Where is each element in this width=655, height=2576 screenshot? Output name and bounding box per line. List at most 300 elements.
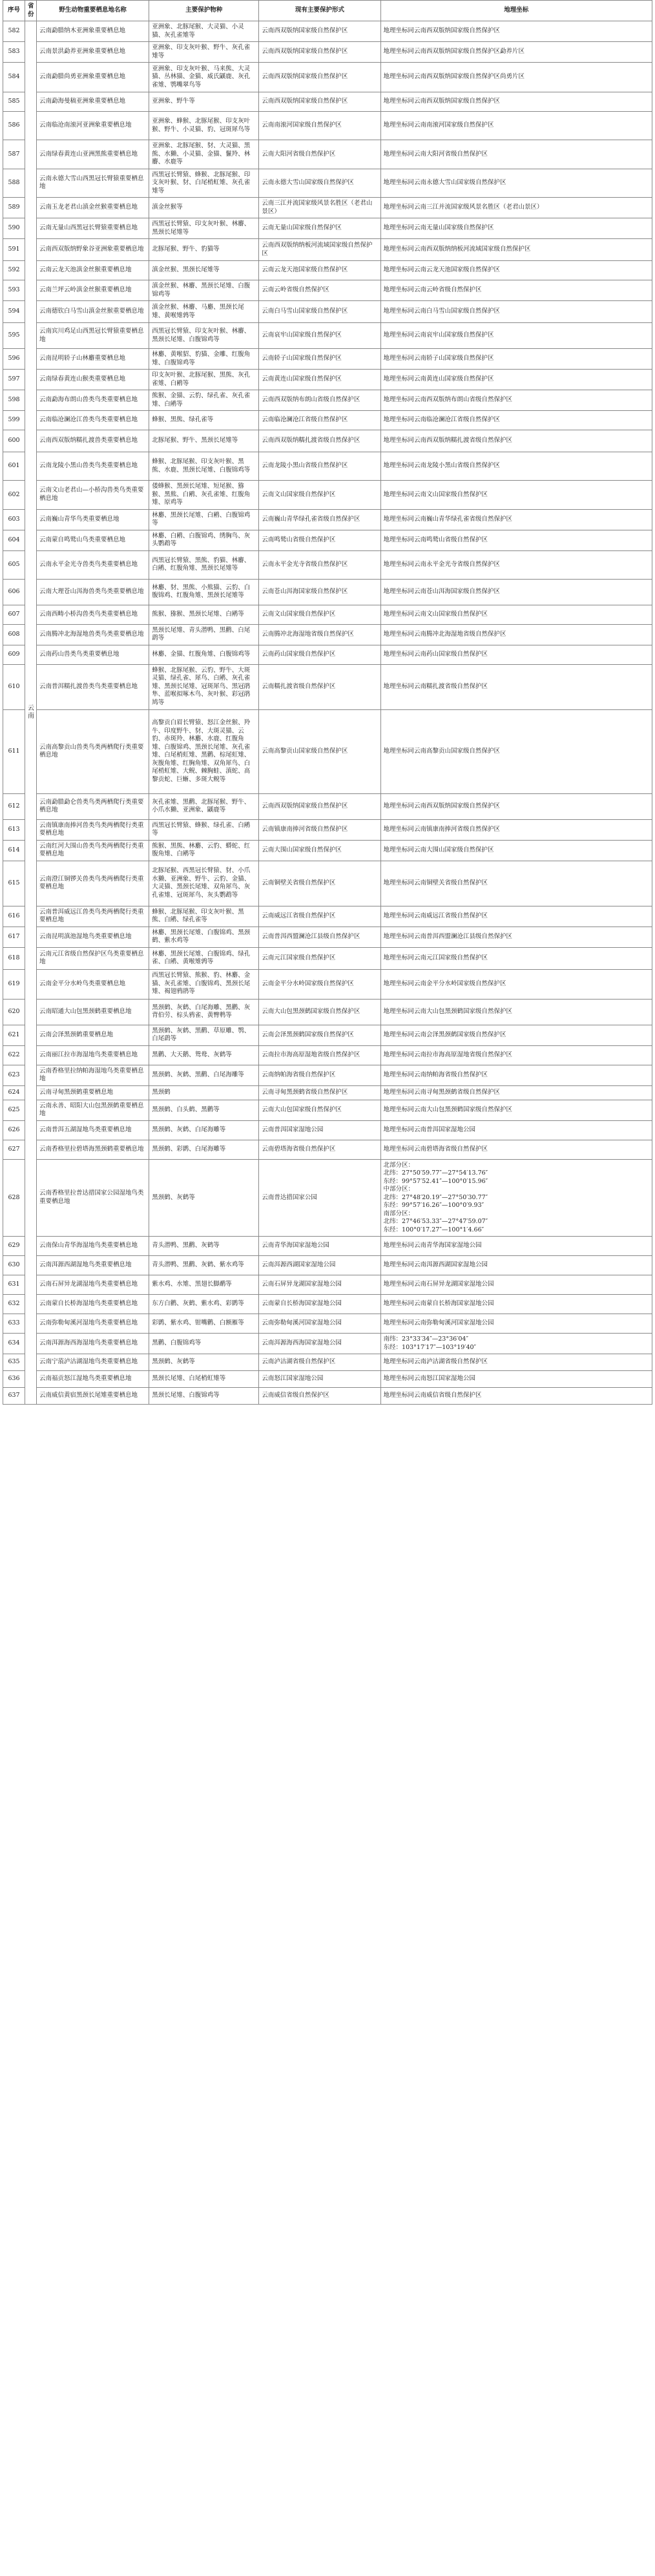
cell-species: 蜂猴、北豚尾猴、印支灰叶猴、黑熊、水鹿、黑颈长尾雉、白腹锦鸡等 [149, 452, 259, 481]
cell-coord: 地理坐标同云南三江并流国家级风景名胜区（老君山景区） [380, 198, 652, 218]
cell-species: 印支灰叶猴、北豚尾猴、黑熊、灰孔雀雉、白鹇等 [149, 370, 259, 390]
cell-no: 587 [3, 140, 25, 169]
cell-form: 云南纳帕海省级自然保护区 [259, 1065, 380, 1085]
cell-name: 云南石屏异龙湖湿地鸟类重要栖息地 [37, 1275, 149, 1295]
cell-coord: 地理坐标同云南西双版纳国家级自然保护区 [380, 92, 652, 112]
cell-form: 云南龙陵小黑山省级自然保护区 [259, 452, 380, 481]
cell-species: 倭蜂猴、黑颈长尾雉、短尾猴、猕猴、黑熊、白鹇、灰孔雀雉、红腹角雉、原鸡等 [149, 481, 259, 510]
cell-form: 云南碧塔海省级自然保护区 [259, 1140, 380, 1159]
cell-name: 云南药山兽类鸟类重要栖息地 [37, 645, 149, 664]
table-row [3, 1334, 652, 1354]
cell-name: 云南文山老君山—小桥沟兽类鸟类重要栖息地 [37, 481, 149, 510]
cell-form: 云南西双版纳国家级自然保护区 [259, 92, 380, 112]
cell-species: 黑颈长尾雉、白腹锦鸡等 [149, 1388, 259, 1405]
cell-species: 西黑冠长臂猿、黑熊、豹猫、林麝、白鹇、红腹角雉、黑颈长尾雉等 [149, 550, 259, 579]
table-row [3, 624, 652, 645]
cell-coord: 地理坐标同云南威信省级自然保护区 [380, 1388, 652, 1405]
cell-form: 云南元江国家级自然保护区 [259, 947, 380, 969]
cell-no: 613 [3, 819, 25, 840]
table-row [3, 452, 652, 481]
cell-species: 紫水鸡、水雉、黑翅长脚鹬等 [149, 1275, 259, 1295]
cell-name: 云南蒙自长桥海湿地鸟类重要栖息地 [37, 1295, 149, 1314]
cell-name: 云南洱源海西海湿地鸟类重要栖息地 [37, 1334, 149, 1354]
cell-no: 622 [3, 1045, 25, 1065]
cell-species: 熊猴、猕猴、黑颈长尾雉、白鹇等 [149, 605, 259, 624]
cell-no: 607 [3, 605, 25, 624]
cell-coord: 地理坐标同云南青华海国家湿地公园 [380, 1237, 652, 1256]
cell-coord: 地理坐标同云南碧塔海省级自然保护区 [380, 1140, 652, 1159]
cell-name: 云南香格里拉碧塔海黑颈鹤重要栖息地 [37, 1140, 149, 1159]
table-row [3, 430, 652, 452]
cell-form: 云南西双版纳国家级自然保护区 [259, 42, 380, 63]
cell-species: 蜂猴、黑熊、绿孔雀等 [149, 411, 259, 430]
cell-no: 619 [3, 969, 25, 999]
cell-no: 600 [3, 430, 25, 452]
table-row [3, 261, 652, 280]
cell-form: 云南大山包国家级自然保护区 [259, 1100, 380, 1120]
cell-form: 云南怒江国家湿地公园 [259, 1371, 380, 1388]
cell-species: 黑颈鹤、灰鹤等 [149, 1354, 259, 1371]
cell-form: 云南药山国家级自然保护区 [259, 645, 380, 664]
cell-no: 596 [3, 349, 25, 370]
cell-no: 583 [3, 42, 25, 63]
cell-species: 滇金丝猴、林麝、马麝、黑颈长尾雉、黄喉雉鹑等 [149, 301, 259, 323]
cell-form: 云南轿子山国家级自然保护区 [259, 349, 380, 370]
cell-species: 滇金丝猴等 [149, 198, 259, 218]
cell-no: 616 [3, 906, 25, 927]
cell-form: 云南西双版纳国家级自然保护区 [259, 793, 380, 819]
cell-species: 黑颈鹤、灰鹤、黑鹳、草原雕、鹗、白尾鹞等 [149, 1025, 259, 1045]
cell-name: 云南腾冲北海湿地兽类鸟类重要栖息地 [37, 624, 149, 645]
cell-coord: 地理坐标同云南纳帕海省级自然保护区 [380, 1065, 652, 1085]
table-row [3, 218, 652, 239]
cell-name: 云南普洱五湖湿地鸟类重要栖息地 [37, 1120, 149, 1140]
cell-no: 635 [3, 1354, 25, 1371]
cell-name: 云南永德大雪山西黑冠长臂猿重要栖息地 [37, 169, 149, 198]
cell-coord: 地理坐标同云南大山包黑颈鹤国家级自然保护区 [380, 999, 652, 1025]
table-row [3, 579, 652, 605]
cell-no: 621 [3, 1025, 25, 1045]
cell-form: 云南云岭省级自然保护区 [259, 280, 380, 301]
cell-name: 云南洱源西湖湿地鸟类重要栖息地 [37, 1256, 149, 1275]
cell-species: 东方白鹳、灰鹤、紫水鸡、彩鹮等 [149, 1295, 259, 1314]
cell-form: 云南金平分水岭国家级自然保护区 [259, 969, 380, 999]
cell-no: 588 [3, 169, 25, 198]
cell-no: 602 [3, 481, 25, 510]
cell-coord: 地理坐标同云南洱源西湖国家湿地公园 [380, 1256, 652, 1275]
cell-form: 云南西双版纳糯扎渡省级自然保护区 [259, 430, 380, 452]
cell-coord: 地理坐标同云南腾冲北海湿地省级自然保护区 [380, 624, 652, 645]
table-row [3, 21, 652, 42]
cell-species: 黑颈鹤、灰鹤等 [149, 1159, 259, 1237]
cell-name: 云南昭通大山包黑颈鹤重要栖息地 [37, 999, 149, 1025]
cell-no: 633 [3, 1314, 25, 1334]
cell-species: 黑颈长尾雉、白尾梢虹雉等 [149, 1371, 259, 1388]
cell-name: 云南昆明滇池湿地鸟类重要栖息地 [37, 927, 149, 947]
cell-coord: 地理坐标同云南无量山国家级自然保护区 [380, 218, 652, 239]
cell-no: 605 [3, 550, 25, 579]
cell-form: 云南南滚河国家级自然保护区 [259, 112, 380, 140]
table-row [3, 664, 652, 709]
cell-species: 黑鹳、白腹锦鸡等 [149, 1334, 259, 1354]
cell-species: 西黑冠长臂猿、熊猴、豹、林麝、金猫、灰孔雀雉、白腹锦鸡、黑颈长尾雉、褐翅鸦鹃等 [149, 969, 259, 999]
cell-name: 云南德钦白马雪山滇金丝猴重要栖息地 [37, 301, 149, 323]
document-page [3, 0, 652, 1405]
table-row [3, 1371, 652, 1388]
cell-name: 云南镇康南捧河兽类鸟类两栖爬行类重要栖息地 [37, 819, 149, 840]
table-row [3, 1120, 652, 1140]
cell-species: 滇金丝猴、黑颈长尾雉等 [149, 261, 259, 280]
cell-name: 云南香格里拉普达措国家公园湿地鸟类重要栖息地 [37, 1159, 149, 1237]
cell-species: 亚洲象、蜂猴、北豚尾猴、印支灰叶猴、野牛、小灵猫、豹、冠斑犀鸟等 [149, 112, 259, 140]
header-name: 野生动物重要栖息地名称 [37, 1, 149, 21]
table-row [3, 1275, 652, 1295]
table-row [3, 239, 652, 261]
cell-coord: 地理坐标同云南南滚河国家级自然保护区 [380, 112, 652, 140]
cell-no: 594 [3, 301, 25, 323]
cell-form: 云南哀牢山国家级自然保护区 [259, 323, 380, 349]
cell-form: 云南洱源西湖国家湿地公园 [259, 1256, 380, 1275]
cell-name: 云南大理苍山洱海兽类鸟类重要栖息地 [37, 579, 149, 605]
cell-no: 623 [3, 1065, 25, 1085]
cell-form: 云南文山国家级自然保护区 [259, 605, 380, 624]
cell-name: 云南会泽黑颈鹤重要栖息地 [37, 1025, 149, 1045]
cell-form: 云南泸沽湖省级自然保护区 [259, 1354, 380, 1371]
cell-name: 云南绿春黄连山猴类重要栖息地 [37, 370, 149, 390]
cell-coord: 地理坐标同云南白马雪山国家级自然保护区 [380, 301, 652, 323]
cell-no: 630 [3, 1256, 25, 1275]
cell-name: 云南普洱威远江兽类鸟类两栖爬行类重要栖息地 [37, 906, 149, 927]
cell-no: 624 [3, 1085, 25, 1100]
cell-species: 林麝、豺、黑熊、小熊猫、云豹、白腹锦鸡、红腹角雉、黑颈长尾雉等 [149, 579, 259, 605]
table-row [3, 323, 652, 349]
cell-no: 603 [3, 509, 25, 530]
cell-name: 云南保山青华海湿地鸟类重要栖息地 [37, 1237, 149, 1256]
cell-no: 617 [3, 927, 25, 947]
cell-name: 云南西畴小桥沟兽类鸟类重要栖息地 [37, 605, 149, 624]
cell-species: 熊猴、金猫、云豹、绿孔雀、灰孔雀雉、白鹇等 [149, 390, 259, 411]
table-row [3, 1159, 652, 1237]
cell-coord: 地理坐标同云南西双版纳国家级自然保护区 [380, 793, 652, 819]
cell-form: 云南威远江省级自然保护区 [259, 906, 380, 927]
table-row [3, 906, 652, 927]
cell-form: 云南永德大雪山国家级自然保护区 [259, 169, 380, 198]
cell-species: 黑鹳、大天鹅、鸳鸯、灰鹤等 [149, 1045, 259, 1065]
cell-form: 云南文山国家级自然保护区 [259, 481, 380, 510]
cell-coord: 地理坐标同云南弥勒甸溪河国家湿地公园 [380, 1314, 652, 1334]
cell-name: 云南绿春黄连山亚洲黑熊重要栖息地 [37, 140, 149, 169]
cell-coord: 地理坐标同云南高黎贡山国家级自然保护区 [380, 709, 652, 793]
cell-species: 黑颈鹤、灰鹤、白尾海雕等 [149, 1120, 259, 1140]
cell-species: 亚洲象、印支灰叶猴、野牛、灰孔雀雉等 [149, 42, 259, 63]
table-row [3, 1085, 652, 1100]
cell-form: 云南镇康南捧河省级自然保护区 [259, 819, 380, 840]
cell-name: 云南玉龙老君山滇金丝猴重要栖息地 [37, 198, 149, 218]
cell-species: 黑颈鹤、灰鹤、白尾海雕、黑鹳、灰背伯劳、棕头鸦雀、黄臀鹎等 [149, 999, 259, 1025]
cell-coord: 地理坐标同云南鸣鹫山省级自然保护区 [380, 530, 652, 550]
cell-coord: 地理坐标同云南黄连山国家级自然保护区 [380, 370, 652, 390]
table-row [3, 947, 652, 969]
cell-form: 云南寻甸黑颈鹤省级自然保护区 [259, 1085, 380, 1100]
table-row [3, 861, 652, 906]
cell-name: 云南临沧澜沧江兽类鸟类重要栖息地 [37, 411, 149, 430]
cell-no: 620 [3, 999, 25, 1025]
cell-coord: 北部分区： 北纬：27°50′59.77″—27°54′13.76″ 东经：99°57′52.41″—100°0′15.96″ 中部分区： 北纬：27°48′20.19″—27°50′30.77″ 东经：99°57′16.26″—100°0′9.93″ 南部分区： 北纬：27°46′53.33″—27°47′59.07″ 东经：100°0′17.27″—100°1′4.66″ [380, 1159, 652, 1237]
cell-name: 云南金平分水岭鸟类重要栖息地 [37, 969, 149, 999]
cell-form: 云南巍山青华绿孔雀省级自然保护区 [259, 509, 380, 530]
habitat-table [3, 0, 652, 1405]
table-row [3, 92, 652, 112]
cell-no: 628 [3, 1159, 25, 1237]
header-no: 序号 [3, 1, 25, 21]
cell-no: 636 [3, 1371, 25, 1388]
cell-coord: 地理坐标同云南西双版纳糯扎渡省级自然保护区 [380, 430, 652, 452]
table-row [3, 550, 652, 579]
cell-coord: 地理坐标同云南元江国家级自然保护区 [380, 947, 652, 969]
cell-form: 云南苍山洱海国家级自然保护区 [259, 579, 380, 605]
cell-no: 626 [3, 1120, 25, 1140]
cell-no: 627 [3, 1140, 25, 1159]
cell-form: 云南威信省级自然保护区 [259, 1388, 380, 1405]
table-row [3, 280, 652, 301]
cell-no: 612 [3, 793, 25, 819]
table-header-row [3, 1, 652, 21]
cell-name: 云南宁蒗泸沽湖湿地鸟类重要栖息地 [37, 1354, 149, 1371]
cell-no: 582 [3, 21, 25, 42]
cell-no: 634 [3, 1334, 25, 1354]
cell-coord: 地理坐标同云南寻甸黑颈鹤省级自然保护区 [380, 1085, 652, 1100]
cell-name: 云南香格里拉纳帕海湿地鸟类重要栖息地 [37, 1065, 149, 1085]
cell-name: 云南蒙自鸣鹫山鸟类重要栖息地 [37, 530, 149, 550]
cell-name: 云南威信黄宿黑颈长尾雉重要栖息地 [37, 1388, 149, 1405]
cell-coord: 地理坐标同云南大围山国家级自然保护区 [380, 840, 652, 861]
cell-name: 云南澄江铜锣关兽类鸟类两栖爬行类重要栖息地 [37, 861, 149, 906]
cell-species: 林麝、黑颈长尾雉、白腹锦鸡、黑颈鹤、紫水鸡等 [149, 927, 259, 947]
cell-no: 632 [3, 1295, 25, 1314]
cell-coord: 地理坐标同云南石屏异龙湖国家湿地公园 [380, 1275, 652, 1295]
cell-no: 601 [3, 452, 25, 481]
header-coord: 地理坐标 [380, 1, 652, 21]
cell-coord: 地理坐标同云南龙陵小黑山省级自然保护区 [380, 452, 652, 481]
table-row [3, 1237, 652, 1256]
cell-form: 云南拉市海高原湿地省级自然保护区 [259, 1045, 380, 1065]
cell-species: 林麝、黄喉貂、豹猫、金雕、红腹角雉、白腹锦鸡等 [149, 349, 259, 370]
cell-name: 云南普洱糯扎渡兽类鸟类重要栖息地 [37, 664, 149, 709]
cell-coord: 地理坐标同云南苍山洱海国家级自然保护区 [380, 579, 652, 605]
cell-coord: 地理坐标同云南云岭省级自然保护区 [380, 280, 652, 301]
cell-coord: 地理坐标同云南普洱西盟澜沧江县级自然保护区 [380, 927, 652, 947]
cell-name: 云南巍山青华鸟类重要栖息地 [37, 509, 149, 530]
table-row [3, 1100, 652, 1120]
table-row [3, 1388, 652, 1405]
cell-species: 北豚尾猴、野牛、豹猫等 [149, 239, 259, 261]
cell-name: 云南景洪勐养亚洲象重要栖息地 [37, 42, 149, 63]
cell-no: 615 [3, 861, 25, 906]
cell-no: 609 [3, 645, 25, 664]
cell-coord: 地理坐标同云南巍山青华绿孔雀省级自然保护区 [380, 509, 652, 530]
cell-species: 蜂猴、北豚尾猴、云豹、野牛、大斑灵猫、绿孔雀、犀鸟、白鹇、灰孔雀雉、黑颈长尾雉、冠斑犀鸟、黑冠鹃隼、蓝喉拟啄木鸟、灰叶猴、彩冠鹃鸠等 [149, 664, 259, 709]
cell-name: 云南临沧南滚河亚洲象重要栖息地 [37, 112, 149, 140]
header-form: 现有主要保护形式 [259, 1, 380, 21]
cell-species: 黑颈鹤、灰鹤、黑鹳、白尾海雕等 [149, 1065, 259, 1085]
cell-species: 亚洲象、野牛等 [149, 92, 259, 112]
cell-species: 林麝、黑颈长尾雉、白鹇、白腹锦鸡等 [149, 509, 259, 530]
cell-name: 云南勐腊尚勇亚洲象重要栖息地 [37, 63, 149, 92]
cell-form: 云南腾冲北海湿地省级自然保护区 [259, 624, 380, 645]
cell-name: 云南西双版纳野象谷亚洲象重要栖息地 [37, 239, 149, 261]
cell-form: 云南无量山国家级自然保护区 [259, 218, 380, 239]
table-row [3, 370, 652, 390]
cell-form: 云南普达措国家公园 [259, 1159, 380, 1237]
cell-name: 云南寻甸黑颈鹤重要栖息地 [37, 1085, 149, 1100]
cell-coord: 地理坐标同云南威远江省级自然保护区 [380, 906, 652, 927]
table-row [3, 411, 652, 430]
cell-coord: 地理坐标同云南普洱国家湿地公园 [380, 1120, 652, 1140]
cell-name: 云南宾川鸡足山西黑冠长臂猿重要栖息地 [37, 323, 149, 349]
cell-species: 林麝、白鹇、白腹锦鸡、绣胸鸟、灰头鹦鹉等 [149, 530, 259, 550]
cell-no: 593 [3, 280, 25, 301]
cell-coord: 地理坐标同云南永德大雪山国家级自然保护区 [380, 169, 652, 198]
cell-form: 云南高黎贡山国家级自然保护区 [259, 709, 380, 793]
cell-form: 云南云龙天池国家级自然保护区 [259, 261, 380, 280]
cell-form: 云南大阳河省级自然保护区 [259, 140, 380, 169]
cell-species: 熊猴、黑熊、林麝、云豹、蟒蛇、红腹角雉、白鹇等 [149, 840, 259, 861]
cell-no: 625 [3, 1100, 25, 1120]
cell-form: 云南西双版纳国家级自然保护区 [259, 21, 380, 42]
table-row [3, 169, 652, 198]
table-row [3, 819, 652, 840]
table-row [3, 793, 652, 819]
cell-form: 云南铜壁关省级自然保护区 [259, 861, 380, 906]
cell-form: 云南糯扎渡省级自然保护区 [259, 664, 380, 709]
cell-form: 云南鸣鹫山省级自然保护区 [259, 530, 380, 550]
cell-coord: 地理坐标同云南文山国家级自然保护区 [380, 605, 652, 624]
table-row [3, 969, 652, 999]
cell-species: 滇金丝猴、林麝、黑颈长尾雉、白腹锦鸡等 [149, 280, 259, 301]
cell-no: 604 [3, 530, 25, 550]
cell-species: 黑颈长尾雉、青头潜鸭、黑鹳、白尾鹞等 [149, 624, 259, 645]
table-row [3, 927, 652, 947]
cell-no: 610 [3, 664, 25, 709]
table-row [3, 999, 652, 1025]
cell-coord: 地理坐标同云南西双版纳布朗山省级自然保护区 [380, 390, 652, 411]
table-row [3, 390, 652, 411]
cell-coord: 南纬：23°33′34″—23°36′04″ 东经：103°17′17″—103°19′40″ [380, 1334, 652, 1354]
header-province: 省份 [25, 1, 37, 21]
cell-form: 云南临沧澜沧江省级自然保护区 [259, 411, 380, 430]
table-row [3, 349, 652, 370]
cell-form: 云南青华海国家湿地公园 [259, 1237, 380, 1256]
cell-form: 云南黄连山国家级自然保护区 [259, 370, 380, 390]
table-body [3, 21, 652, 1405]
cell-coord: 地理坐标同云南金平分水岭国家级自然保护区 [380, 969, 652, 999]
cell-species: 彩鹮、紫水鸡、钳嘴鹳、白额雁等 [149, 1314, 259, 1334]
cell-form: 云南西双版纳布朗山省级自然保护区 [259, 390, 380, 411]
cell-no: 586 [3, 112, 25, 140]
cell-no: 597 [3, 370, 25, 390]
cell-coord: 地理坐标同云南药山国家级自然保护区 [380, 645, 652, 664]
cell-coord: 地理坐标同云南镇康南捧河省级自然保护区 [380, 819, 652, 840]
cell-form: 云南大山包黑颈鹤国家级自然保护区 [259, 999, 380, 1025]
cell-no: 590 [3, 218, 25, 239]
cell-coord: 地理坐标同云南西双版纳国家级自然保护区勐养片区 [380, 42, 652, 63]
cell-coord: 地理坐标同云南会泽黑颈鹤国家级自然保护区 [380, 1025, 652, 1045]
cell-form: 云南永平金光寺省级自然保护区 [259, 550, 380, 579]
cell-name: 云南勐腊勐仑兽类鸟类两栖爬行类重要栖息地 [37, 793, 149, 819]
table-row [3, 63, 652, 92]
cell-name: 云南元江省级自然保护区鸟类重要栖息地 [37, 947, 149, 969]
cell-no: 606 [3, 579, 25, 605]
table-row [3, 198, 652, 218]
cell-no: 585 [3, 92, 25, 112]
cell-name: 云南勐海布朗山兽类鸟类重要栖息地 [37, 390, 149, 411]
table-row [3, 42, 652, 63]
cell-no: 614 [3, 840, 25, 861]
table-row [3, 645, 652, 664]
cell-species: 林麝、黑颈长尾雉、白腹锦鸡、绿孔雀、白鹇、黄喉雉鹑等 [149, 947, 259, 969]
cell-name: 云南弥勒甸溪河湿地鸟类重要栖息地 [37, 1314, 149, 1334]
cell-species: 黑颈鹤 [149, 1085, 259, 1100]
cell-species: 黑颈鹤、彩鹮、白尾海雕等 [149, 1140, 259, 1159]
cell-name: 云南高黎贡山兽类鸟类两栖爬行类重要栖息地 [37, 709, 149, 793]
cell-no: 629 [3, 1237, 25, 1256]
cell-coord: 地理坐标同云南怒江国家湿地公园 [380, 1371, 652, 1388]
cell-coord: 地理坐标同云南永平金光寺省级自然保护区 [380, 550, 652, 579]
cell-form: 云南西双版纳纳板河流域国家级自然保护区 [259, 239, 380, 261]
cell-species: 亚洲象、北豚尾猴、大灵猫、小灵猫、灰孔雀雉等 [149, 21, 259, 42]
cell-species: 青头潜鸭、黑鹳、灰鹤、紫水鸡等 [149, 1256, 259, 1275]
cell-name: 云南兰坪云岭滇金丝猴重要栖息地 [37, 280, 149, 301]
cell-species: 北豚尾猴、野牛、黑颈长尾雉等 [149, 430, 259, 452]
cell-name: 云南昆明轿子山林麝重要栖息地 [37, 349, 149, 370]
cell-species: 西黑冠长臂猿、印支灰叶猴、林麝、黑颈长尾雉、白腹锦鸡等 [149, 323, 259, 349]
cell-species: 西黑冠长臂猿、印支灰叶猴、林麝、黑颈长尾雉等 [149, 218, 259, 239]
table-row [3, 1354, 652, 1371]
cell-no: 591 [3, 239, 25, 261]
cell-form: 云南石屏异龙湖国家湿地公园 [259, 1275, 380, 1295]
cell-form: 云南西双版纳国家级自然保护区 [259, 63, 380, 92]
cell-species: 青头潜鸭、黑鹳、灰鹤等 [149, 1237, 259, 1256]
table-row [3, 301, 652, 323]
cell-form: 云南洱源海西海国家湿地公园 [259, 1334, 380, 1354]
cell-name: 云南西双版纳糯扎渡兽类重要栖息地 [37, 430, 149, 452]
cell-name: 云南福贡怒江湿地鸟类重要栖息地 [37, 1371, 149, 1388]
cell-coord: 地理坐标同云南西双版纳纳板河流域国家级自然保护区 [380, 239, 652, 261]
cell-name: 云南勐海曼稿亚洲象重要栖息地 [37, 92, 149, 112]
cell-no: 631 [3, 1275, 25, 1295]
table-row [3, 112, 652, 140]
cell-coord: 地理坐标同云南糯扎渡省级自然保护区 [380, 664, 652, 709]
cell-no: 608 [3, 624, 25, 645]
cell-province: 云南 [25, 21, 37, 1405]
cell-coord: 地理坐标同云南哀牢山国家级自然保护区 [380, 323, 652, 349]
cell-species: 灰孔雀雉、黑鹳、北豚尾猴、野牛、小爪水獭、亚洲象、鼷鹿等 [149, 793, 259, 819]
table-row [3, 509, 652, 530]
cell-species: 西黑冠长臂猿、蜂猴、绿孔雀、白鹇等 [149, 819, 259, 840]
cell-no: 589 [3, 198, 25, 218]
cell-species: 北豚尾猴、西黑冠长臂猿、豺、小爪水獭、亚洲象、野牛、云豹、金猫、大灵猫、黑颈长尾雉、双角犀鸟、灰孔雀雉、冠斑犀鸟、灰头鹦鹉等 [149, 861, 259, 906]
cell-form: 云南白马雪山国家级自然保护区 [259, 301, 380, 323]
table-row [3, 481, 652, 510]
cell-species: 高黎贡白眉长臂猿、怒江金丝猴、羚牛、印度野牛、豺、大斑灵猫、云豹、赤斑羚、林麝、水鹿、红腹角雉、白腹锦鸡、黑颈长尾雉、灰孔雀雉、白尾梢虹雉、黑鹳、棕尾虹雉、灰腹角雉、红胸角雉、双角犀鸟、白尾梢虹雉、大鲵、棘胸蛙、滇蛇、高黎贡蛇、巨蜥、多斑大鲵等 [149, 709, 259, 793]
cell-species: 蜂猴、北豚尾猴、印支灰叶猴、黑熊、白鹇、绿孔雀等 [149, 906, 259, 927]
cell-coord: 地理坐标同云南大阳河省级自然保护区 [380, 140, 652, 169]
table-row [3, 1065, 652, 1085]
cell-form: 云南普洱西盟澜沧江县级自然保护区 [259, 927, 380, 947]
table-row [3, 530, 652, 550]
cell-name: 云南勐腊纳木亚洲象重要栖息地 [37, 21, 149, 42]
cell-coord: 地理坐标同云南大山包黑颈鹤国家级自然保护区 [380, 1100, 652, 1120]
